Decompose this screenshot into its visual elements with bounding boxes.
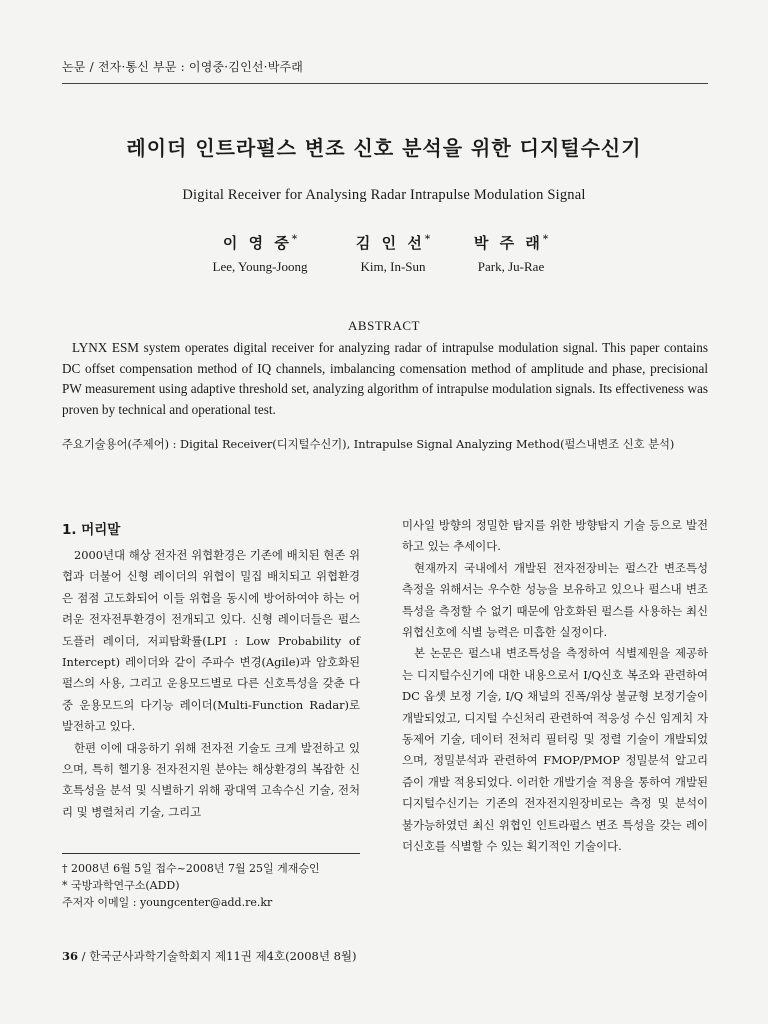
body-paragraph: 미사일 방향의 정밀한 탐지를 위한 방향탐지 기술 등으로 발전하고 있는 추세이다. [402, 518, 708, 554]
footnote-rule [62, 853, 360, 854]
author-2-korean-name: 김 인 선 [355, 234, 425, 252]
abstract-text: LYNX ESM system operates digital receiver for analyzing radar of intrapulse modulation signal. This paper contains DC offset compensation method of IQ channels, imbalancing comensation method of amplitude and phase, precisional PW measurement using adaptive threshold set, analyzing algorithm of intrapulse modulation signals. Its effectiveness was proven by technical and operational test. [62, 340, 708, 417]
footnote-received-date: † 2008년 6월 5일 접수~2008년 7월 25일 게재승인 [62, 862, 320, 875]
body-paragraph: 현재까지 국내에서 개발된 전자전장비는 펄스간 변조특성 측정을 위해서는 우수한 성능을 보유하고 있으나 펄스내 변조특성을 측정할 수 없기 때문에 암호화된 펄스를 사용하는 최신 위협신호에 식별 능력은 미흡한 실정이다. [402, 560, 708, 640]
body-paragraph: 본 논문은 펄스내 변조특성을 측정하여 식별제원을 제공하는 디지털수신기에 대한 내용으로서 I/Q신호 복조와 관련하여 DC 옵셋 보정 기술, I/Q 채널의 진폭/위상 불균형 보정기술이 개발되었고, 디지털 수신처리 관련하여 적응성 수신 임계치 자동제어 기술, 데이터 전처리 필터링 및 정렬 기술이 개발되었으며, 정밀분석과 관련하여 FMOP/PMOP 정밀분석 알고리즘이 개발 적용되었다. 이러한 개발기술 적용을 통하여 개발된 디지털수신기는 기존의 전자전지원장비로는 측정 및 분석이 불가능하였던 최신 위협인 인트라펄스 변조 특성을 갖는 레이더신호를 식별할 수 있는 획기적인 기술이다. [402, 646, 708, 854]
journal-citation: / 한국군사과학기술학회지 제11권 제4호(2008년 8월) [78, 949, 357, 963]
keywords: 주요기술용어(주제어) : Digital Receiver(디지털수신기), Intrapulse Signal Analyzing Method(펄스내변조 신호 분석) [62, 438, 675, 451]
author-1-english-name: Lee, Young-Joong [212, 259, 308, 274]
footnote-affiliation: * 국방과학연구소(ADD) [62, 879, 180, 892]
left-column [62, 545, 360, 823]
footnotes [62, 860, 372, 911]
section-heading: 1. 머리말 [62, 522, 121, 538]
author-1-affiliation-mark: * [291, 234, 298, 245]
page-footer [62, 948, 357, 964]
author-3-affiliation-mark: * [542, 234, 549, 245]
author-1-korean-name: 이 영 중 [222, 234, 292, 252]
author-3 [451, 232, 571, 275]
running-head: 논문 / 전자·통신 부문 : 이영중·김인선·박주래 [62, 60, 304, 74]
body-paragraph: 2000년대 해상 전자전 위협환경은 기존에 배치된 현존 위협과 더불어 신형 레이더의 위협이 밀집 배치되고 위협환경은 점점 고도화되어 이들 위협을 동시에 방어하여야 하는 어려운 전자전투환경이 전개되고 있다. 신형 레이더들은 펄스 도플러 레이더, 저피탐확률(LPI : Low Probability of Intercept) 레이더와 같이 주파수 변경(Agile)과 암호화된 펄스의 사용, 그리고 운용모드별로 다른 신호특성을 갖춘 다중 운용모드의 다기능 레이더(Multi-Function Radar)로 발전하고 있다. [62, 548, 360, 734]
author-2-affiliation-mark: * [424, 234, 431, 245]
right-column [402, 515, 708, 858]
author-2 [333, 232, 453, 275]
footnote-email: 주저자 이메일 : youngcenter@add.re.kr [62, 896, 273, 909]
abstract-heading: ABSTRACT [348, 318, 420, 333]
paper-subtitle: Digital Receiver for Analysing Radar Intrapulse Modulation Signal [182, 187, 586, 203]
page-number: 36 [62, 949, 79, 963]
header-rule [62, 83, 708, 84]
author-3-english-name: Park, Ju-Rae [477, 259, 545, 274]
author-3-korean-name: 박 주 래 [473, 234, 543, 252]
paper-title: 레이더 인트라펄스 변조 신호 분석을 위한 디지털수신기 [126, 136, 642, 160]
author-2-english-name: Kim, In-Sun [360, 259, 426, 274]
author-1 [200, 232, 320, 275]
body-paragraph: 한편 이에 대응하기 위해 전자전 기술도 크게 발전하고 있으며, 특히 헬기용 전자전지원 분야는 해상환경의 복잡한 신호특성을 분석 및 식별하기 위해 광대역 고속수신 기술, 전처리 및 병렬처리 기술, 그리고 [62, 740, 360, 819]
